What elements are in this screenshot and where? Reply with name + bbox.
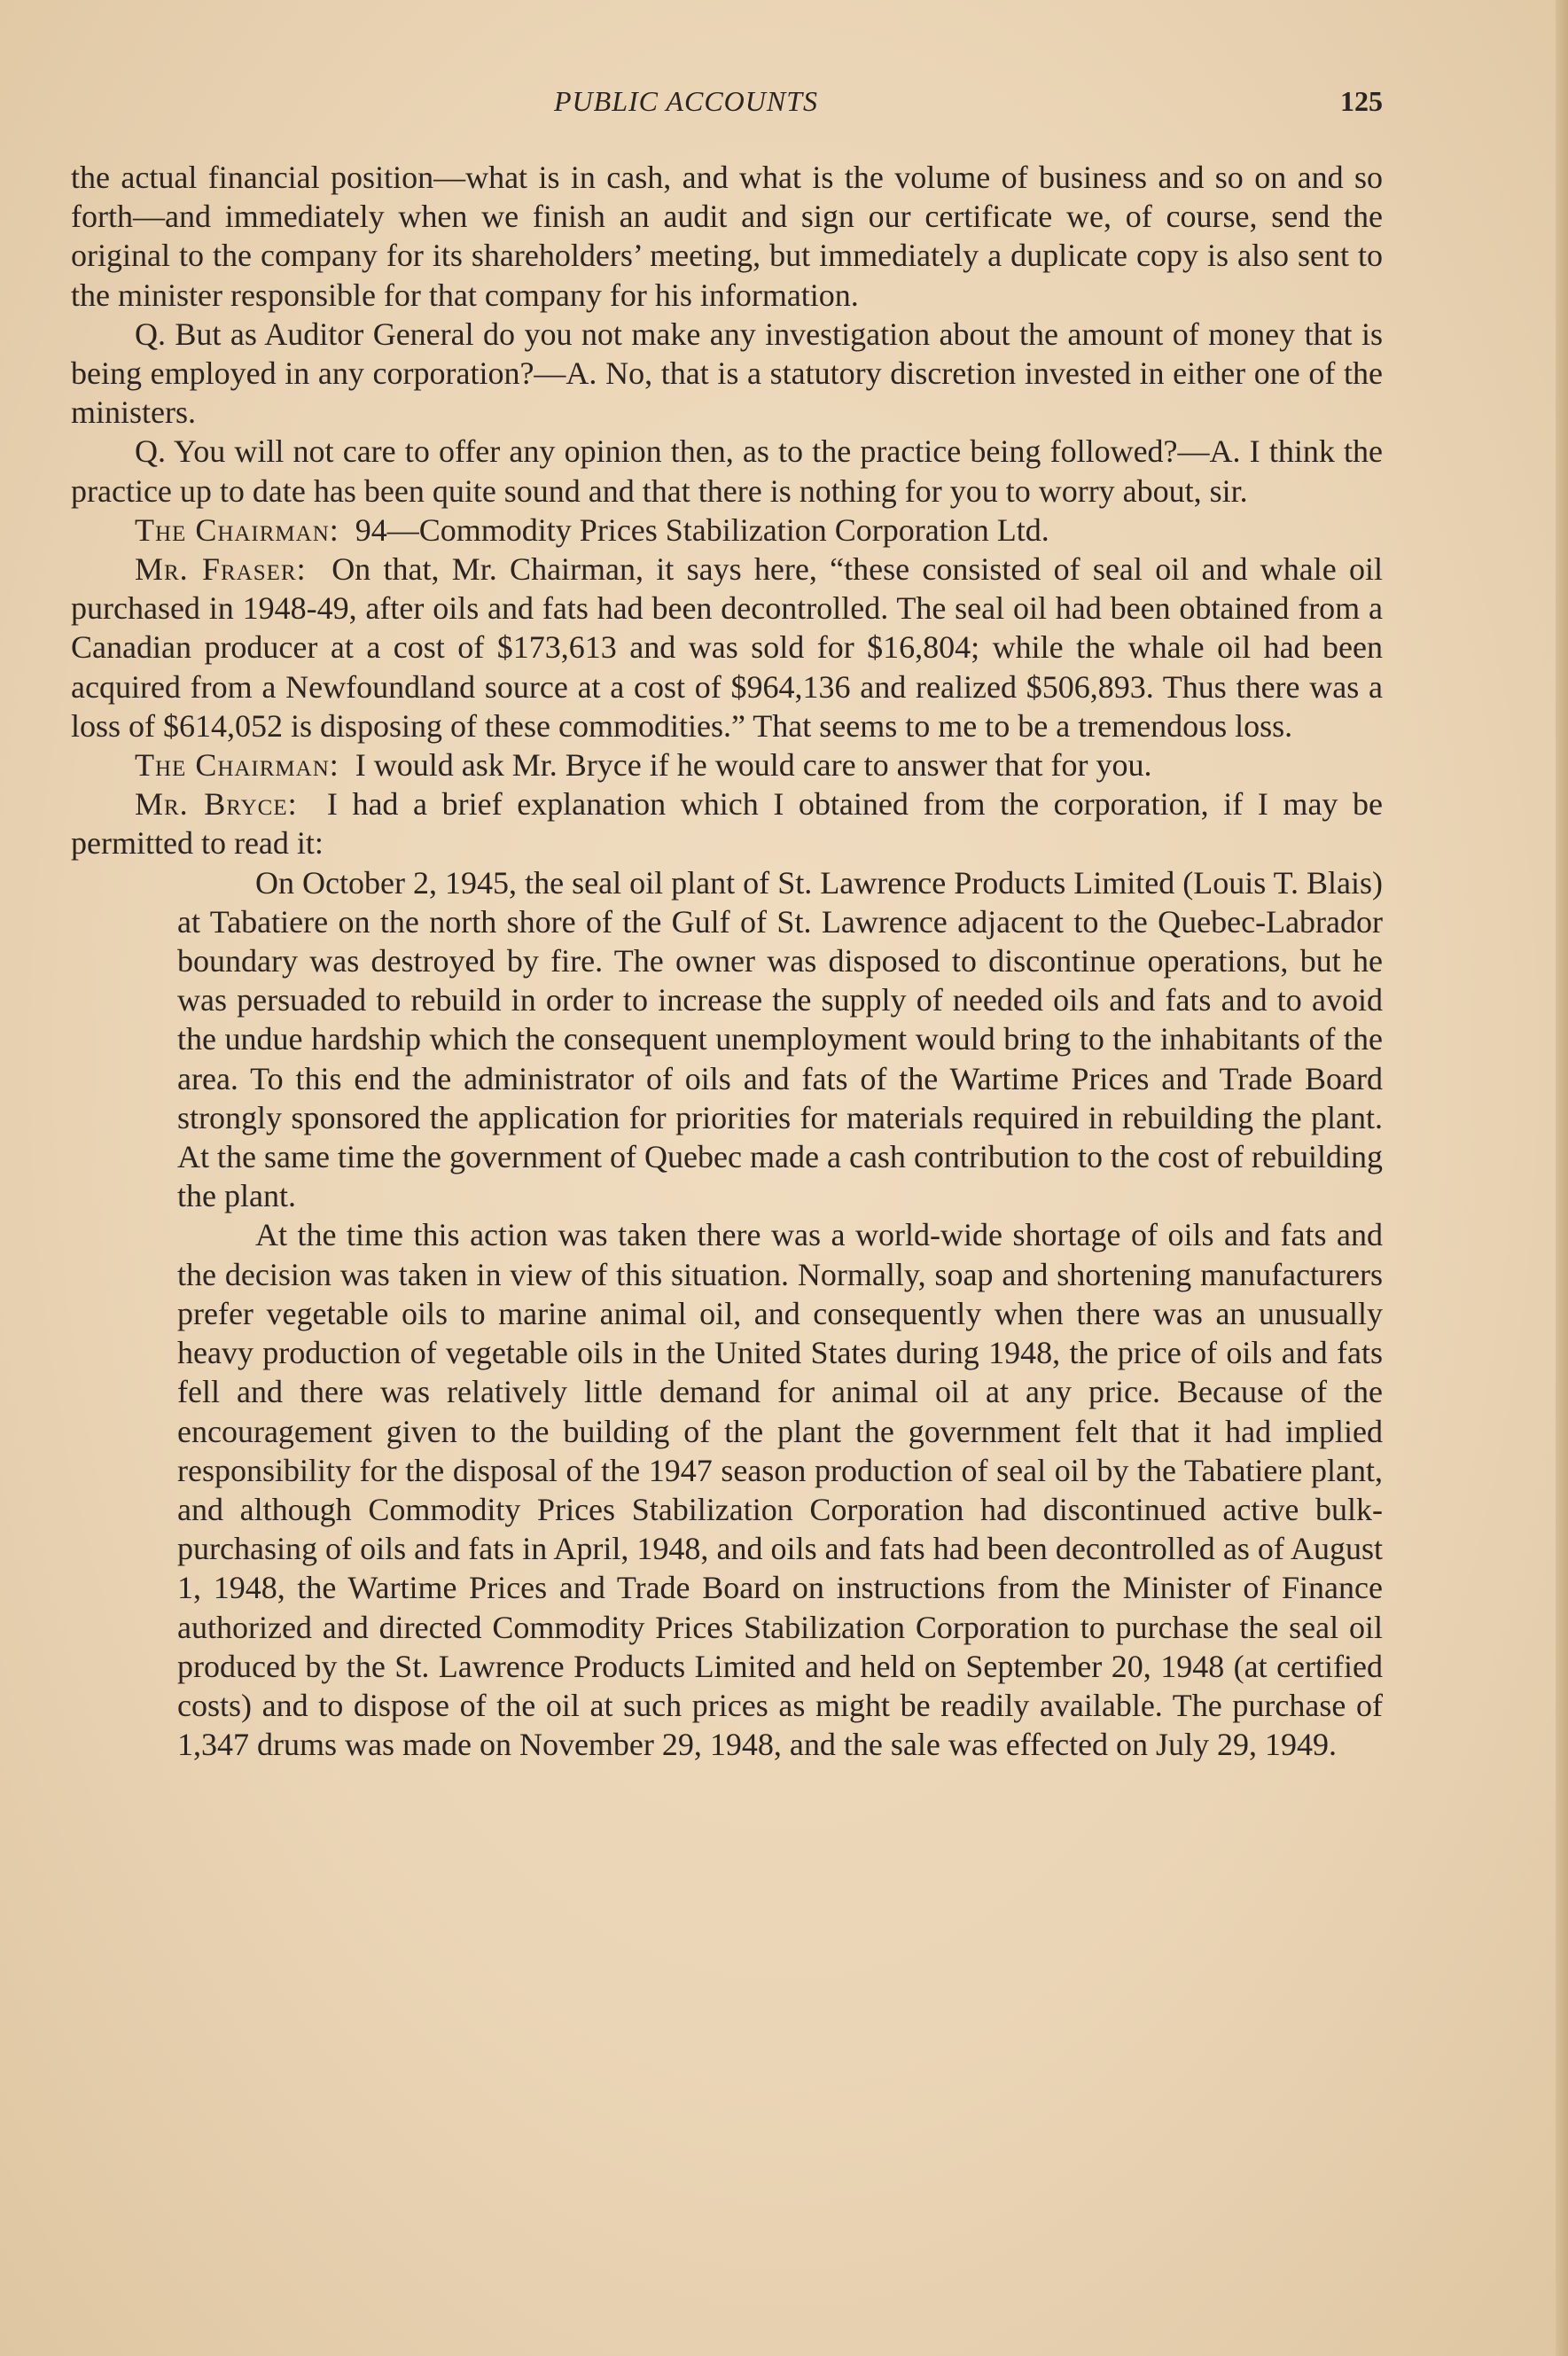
- speaker-name: The Chairman:: [135, 511, 339, 548]
- speech-text: On that, Mr. Chairman, it says here, “these consisted of seal oil and whale oil purchased in 1948-49, after oils and fats had been decontrolled. The seal oil had been obtained from a Canadian producer at a cost of $173,613 and was sold for $16,804; while the whale oil had been acquired from a Newfoundland source at a cost of $964,136 and realized $506,893. Thus there was a loss of $614,052 is disposing of these commodities.” That seems to me to be a tremendous loss.: [71, 551, 1384, 744]
- paragraph-question-1: Q. But as Auditor General do you not make any investigation about the amount of money that is being employed in any corporation?—A. No, that is a statutory discretion invested in either one of the ministers.: [71, 316, 1383, 431]
- speech-text: 94—Commodity Prices Stabilization Corporation Ltd.: [355, 511, 1049, 548]
- page-number: 125: [1340, 85, 1383, 117]
- paragraph-chairman-2: [71, 745, 1383, 784]
- speech-text: I had a brief explanation which I obtained from the corporation, if I may be permitted to read it:: [71, 786, 1384, 862]
- paragraph-question-2: Q. You will not care to offer any opinion then, as to the practice being followed?—A. I think the practice up to date has been quite sound and that there is nothing for you to worry about, sir.: [71, 433, 1383, 509]
- quoted-paragraph-2: At the time this action was taken there was a world-wide shortage of oils and fats and the decision was taken in view of this situation. Normally, soap and shortening manufacturers prefer vegetable oils to marine animal oil, and consequently when there was an unusually heavy production of vegetable oils in the United States during 1948, the price of oils and fats fell and there was relatively little demand for animal oil at any price. Because of the encouragement given to the building of the plant the government felt that it had implied responsibility for the disposal of the 1947 season production of seal oil by the Tabatiere plant, and although Commodity Prices Stabilization Corporation had discontinued active bulk-purchasing of oils and fats in April, 1948, and oils and fats had been decontrolled as of August 1, 1948, the Wartime Prices and Trade Board on instructions from the Minister of Finance authorized and directed Commodity Prices Stabilization Corporation to purchase the seal oil produced by the St. Lawrence Products Limited and held on September 20, 1948 (at certified costs) and to dispose of the oil at such prices as might be readily available. The purchase of 1,347 drums was made on November 29, 1948, and the sale was effected on July 29, 1949.: [177, 1217, 1383, 1763]
- paragraph-chairman-1: [71, 511, 1383, 550]
- speaker-name: The Chairman:: [135, 747, 339, 784]
- paragraph-bryce: [71, 784, 1383, 862]
- running-title: PUBLIC ACCOUNTS: [554, 85, 819, 117]
- speaker-name: Mr. Fraser:: [135, 551, 307, 588]
- paragraph-continuation: the actual financial position—what is in cash, and what is the volume of business and so on and so forth—and immediately when we finish an audit and sign our certificate we, of course, send the original to the company for its shareholders’ meeting, but immediately a duplicate copy is also sent to the minister responsible for that company for his information.: [71, 160, 1383, 313]
- speech-text: I would ask Mr. Bryce if he would care to answer that for you.: [355, 747, 1152, 784]
- speaker-name: Mr. Bryce:: [135, 786, 298, 823]
- page-header: [71, 85, 1383, 129]
- quoted-paragraph-1: On October 2, 1945, the seal oil plant of St. Lawrence Products Limited (Louis T. Blais) at Tabatiere on the north shore of the Gulf of St. Lawrence adjacent to the Quebec-Labrador boundary was destroyed by fire. The owner was disposed to discontinue operations, but he was persuaded to rebuild in order to increase the supply of needed oils and fats and to avoid the undue hardship which the consequent unemployment would bring to the inhabitants of the area. To this end the administrator of oils and fats of the Wartime Prices and Trade Board strongly sponsored the application for priorities for materials required in rebuilding the plant. At the same time the government of Quebec made a cash contribution to the cost of rebuilding the plant.: [177, 864, 1383, 1214]
- page-edge: [1556, 0, 1568, 2356]
- paragraph-fraser: [71, 550, 1383, 745]
- body-text: [71, 158, 1383, 1764]
